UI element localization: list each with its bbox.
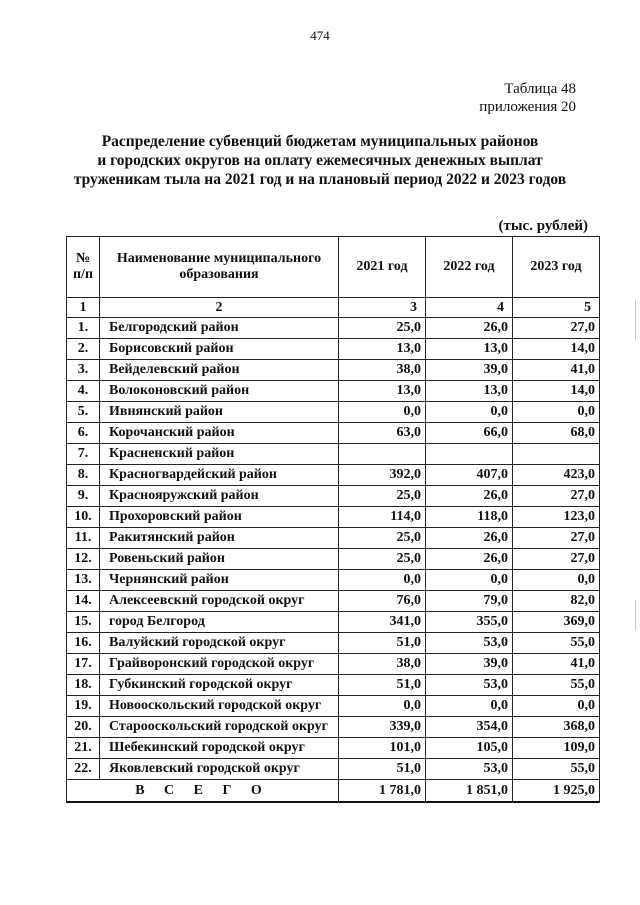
row-name: Волоконовский район bbox=[100, 381, 339, 402]
row-value-2021: 341,0 bbox=[339, 612, 426, 633]
row-value-2021: 13,0 bbox=[339, 381, 426, 402]
row-value-2022: 26,0 bbox=[426, 528, 513, 549]
row-value-2021: 38,0 bbox=[339, 360, 426, 381]
total-2023: 1 925,0 bbox=[513, 780, 600, 803]
column-number: 1 bbox=[67, 298, 100, 318]
row-value-2021: 25,0 bbox=[339, 318, 426, 339]
row-index: 18. bbox=[67, 675, 100, 696]
row-value-2022: 53,0 bbox=[426, 759, 513, 780]
row-value-2021: 63,0 bbox=[339, 423, 426, 444]
row-value-2023: 41,0 bbox=[513, 360, 600, 381]
row-index: 15. bbox=[67, 612, 100, 633]
row-name: Прохоровский район bbox=[100, 507, 339, 528]
row-index: 6. bbox=[67, 423, 100, 444]
row-value-2023: 41,0 bbox=[513, 654, 600, 675]
row-value-2021: 51,0 bbox=[339, 759, 426, 780]
row-value-2022: 53,0 bbox=[426, 675, 513, 696]
row-name: Красногвардейский район bbox=[100, 465, 339, 486]
row-value-2022 bbox=[426, 444, 513, 465]
row-index: 14. bbox=[67, 591, 100, 612]
row-name: Старооскольский городской округ bbox=[100, 717, 339, 738]
total-label: В С Е Г О bbox=[67, 780, 339, 803]
table-row bbox=[67, 381, 600, 402]
column-number: 5 bbox=[513, 298, 600, 318]
table-row bbox=[67, 339, 600, 360]
row-value-2022: 26,0 bbox=[426, 486, 513, 507]
table-row bbox=[67, 528, 600, 549]
row-value-2023: 123,0 bbox=[513, 507, 600, 528]
row-index: 19. bbox=[67, 696, 100, 717]
row-value-2023: 27,0 bbox=[513, 486, 600, 507]
table-row bbox=[67, 654, 600, 675]
row-name: Чернянский район bbox=[100, 570, 339, 591]
row-value-2023: 14,0 bbox=[513, 339, 600, 360]
row-value-2023: 82,0 bbox=[513, 591, 600, 612]
title-line3: труженикам тыла на 2021 год и на плановый период 2022 и 2023 годов bbox=[73, 171, 567, 188]
row-value-2021: 0,0 bbox=[339, 696, 426, 717]
row-index: 20. bbox=[67, 717, 100, 738]
row-value-2021: 114,0 bbox=[339, 507, 426, 528]
table-row bbox=[67, 570, 600, 591]
row-index: 17. bbox=[67, 654, 100, 675]
row-value-2023: 369,0 bbox=[513, 612, 600, 633]
row-value-2022: 407,0 bbox=[426, 465, 513, 486]
row-value-2023: 14,0 bbox=[513, 381, 600, 402]
header-2023: 2023 год bbox=[513, 237, 600, 298]
column-number: 3 bbox=[339, 298, 426, 318]
table-row bbox=[67, 612, 600, 633]
row-index: 1. bbox=[67, 318, 100, 339]
row-name: Яковлевский городской округ bbox=[100, 759, 339, 780]
scan-edge-mark bbox=[635, 300, 636, 340]
row-value-2023: 55,0 bbox=[513, 759, 600, 780]
table-row bbox=[67, 423, 600, 444]
row-value-2023: 0,0 bbox=[513, 402, 600, 423]
table-row bbox=[67, 549, 600, 570]
row-value-2021 bbox=[339, 444, 426, 465]
table-row bbox=[67, 738, 600, 759]
row-value-2023: 368,0 bbox=[513, 717, 600, 738]
row-value-2022: 0,0 bbox=[426, 570, 513, 591]
header-number-line1: № bbox=[75, 251, 91, 266]
row-value-2022: 66,0 bbox=[426, 423, 513, 444]
row-value-2022: 13,0 bbox=[426, 381, 513, 402]
row-name: Новооскольский городской округ bbox=[100, 696, 339, 717]
row-value-2023: 55,0 bbox=[513, 675, 600, 696]
row-name: Грайворонский городской округ bbox=[100, 654, 339, 675]
column-number: 4 bbox=[426, 298, 513, 318]
table-row bbox=[67, 696, 600, 717]
row-value-2021: 25,0 bbox=[339, 549, 426, 570]
row-name: Краснояружский район bbox=[100, 486, 339, 507]
row-value-2021: 25,0 bbox=[339, 486, 426, 507]
document-title bbox=[60, 132, 580, 189]
row-index: 3. bbox=[67, 360, 100, 381]
row-index: 10. bbox=[67, 507, 100, 528]
row-index: 22. bbox=[67, 759, 100, 780]
row-value-2023: 55,0 bbox=[513, 633, 600, 654]
row-value-2021: 51,0 bbox=[339, 675, 426, 696]
row-value-2023: 27,0 bbox=[513, 318, 600, 339]
row-value-2022: 13,0 bbox=[426, 339, 513, 360]
row-index: 2. bbox=[67, 339, 100, 360]
table-row bbox=[67, 633, 600, 654]
table-row bbox=[67, 360, 600, 381]
row-index: 11. bbox=[67, 528, 100, 549]
row-name: Ивнянский район bbox=[100, 402, 339, 423]
row-value-2022: 39,0 bbox=[426, 654, 513, 675]
units-label: (тыс. рублей) bbox=[498, 218, 588, 234]
row-value-2022: 0,0 bbox=[426, 696, 513, 717]
row-value-2021: 0,0 bbox=[339, 402, 426, 423]
row-value-2021: 38,0 bbox=[339, 654, 426, 675]
row-index: 13. bbox=[67, 570, 100, 591]
row-name: Корочанский район bbox=[100, 423, 339, 444]
row-value-2022: 26,0 bbox=[426, 318, 513, 339]
header-name-line1: Наименование муниципального bbox=[116, 251, 322, 266]
table-row bbox=[67, 486, 600, 507]
table-reference-line2: приложения 20 bbox=[479, 99, 576, 115]
row-value-2022: 354,0 bbox=[426, 717, 513, 738]
total-row bbox=[67, 780, 600, 803]
row-name: Шебекинский городской округ bbox=[100, 738, 339, 759]
row-value-2023: 27,0 bbox=[513, 528, 600, 549]
row-index: 21. bbox=[67, 738, 100, 759]
page-number: 474 bbox=[310, 28, 330, 43]
row-value-2022: 26,0 bbox=[426, 549, 513, 570]
row-value-2022: 355,0 bbox=[426, 612, 513, 633]
row-value-2021: 339,0 bbox=[339, 717, 426, 738]
row-name: Алексеевский городской округ bbox=[100, 591, 339, 612]
row-name: Борисовский район bbox=[100, 339, 339, 360]
row-value-2022: 53,0 bbox=[426, 633, 513, 654]
row-value-2022: 118,0 bbox=[426, 507, 513, 528]
row-index: 12. bbox=[67, 549, 100, 570]
table-reference-line1: Таблица 48 bbox=[504, 81, 576, 97]
table-row bbox=[67, 507, 600, 528]
header-number-line2: п/п bbox=[72, 267, 94, 282]
row-value-2021: 76,0 bbox=[339, 591, 426, 612]
row-index: 9. bbox=[67, 486, 100, 507]
row-name: Красненский район bbox=[100, 444, 339, 465]
table-row bbox=[67, 675, 600, 696]
row-name: Вейделевский район bbox=[100, 360, 339, 381]
header-name-line2: образования bbox=[179, 267, 259, 282]
row-value-2023: 0,0 bbox=[513, 570, 600, 591]
row-value-2022: 79,0 bbox=[426, 591, 513, 612]
table-row bbox=[67, 318, 600, 339]
subsidy-table bbox=[66, 236, 600, 803]
header-name bbox=[100, 237, 339, 298]
table-reference bbox=[479, 80, 576, 116]
row-name: Валуйский городской округ bbox=[100, 633, 339, 654]
table-row bbox=[67, 759, 600, 780]
title-line1: Распределение субвенций бюджетам муниципальных районов bbox=[101, 133, 539, 150]
row-value-2021: 392,0 bbox=[339, 465, 426, 486]
table-row bbox=[67, 591, 600, 612]
row-index: 16. bbox=[67, 633, 100, 654]
title-line2: и городских округов на оплату ежемесячных денежных выплат bbox=[97, 152, 543, 169]
row-index: 5. bbox=[67, 402, 100, 423]
row-name: Белгородский район bbox=[100, 318, 339, 339]
total-2022: 1 851,0 bbox=[426, 780, 513, 803]
table-row bbox=[67, 444, 600, 465]
row-value-2021: 51,0 bbox=[339, 633, 426, 654]
scan-edge-mark bbox=[635, 600, 636, 630]
row-value-2023: 27,0 bbox=[513, 549, 600, 570]
row-value-2023: 68,0 bbox=[513, 423, 600, 444]
row-value-2023: 109,0 bbox=[513, 738, 600, 759]
column-number-row bbox=[67, 298, 600, 318]
total-2021: 1 781,0 bbox=[339, 780, 426, 803]
row-value-2022: 105,0 bbox=[426, 738, 513, 759]
row-index: 4. bbox=[67, 381, 100, 402]
row-name: Ракитянский район bbox=[100, 528, 339, 549]
header-2021: 2021 год bbox=[339, 237, 426, 298]
row-value-2021: 13,0 bbox=[339, 339, 426, 360]
row-value-2022: 39,0 bbox=[426, 360, 513, 381]
row-index: 8. bbox=[67, 465, 100, 486]
header-row bbox=[67, 237, 600, 298]
column-number: 2 bbox=[100, 298, 339, 318]
header-2022: 2022 год bbox=[426, 237, 513, 298]
table-row bbox=[67, 402, 600, 423]
row-value-2021: 0,0 bbox=[339, 570, 426, 591]
row-value-2023: 423,0 bbox=[513, 465, 600, 486]
row-value-2022: 0,0 bbox=[426, 402, 513, 423]
header-number bbox=[67, 237, 100, 298]
row-value-2021: 25,0 bbox=[339, 528, 426, 549]
row-name: Ровеньский район bbox=[100, 549, 339, 570]
row-value-2021: 101,0 bbox=[339, 738, 426, 759]
row-value-2023 bbox=[513, 444, 600, 465]
row-value-2023: 0,0 bbox=[513, 696, 600, 717]
row-index: 7. bbox=[67, 444, 100, 465]
table-row bbox=[67, 717, 600, 738]
row-name: Губкинский городской округ bbox=[100, 675, 339, 696]
row-name: город Белгород bbox=[100, 612, 339, 633]
table-row bbox=[67, 465, 600, 486]
